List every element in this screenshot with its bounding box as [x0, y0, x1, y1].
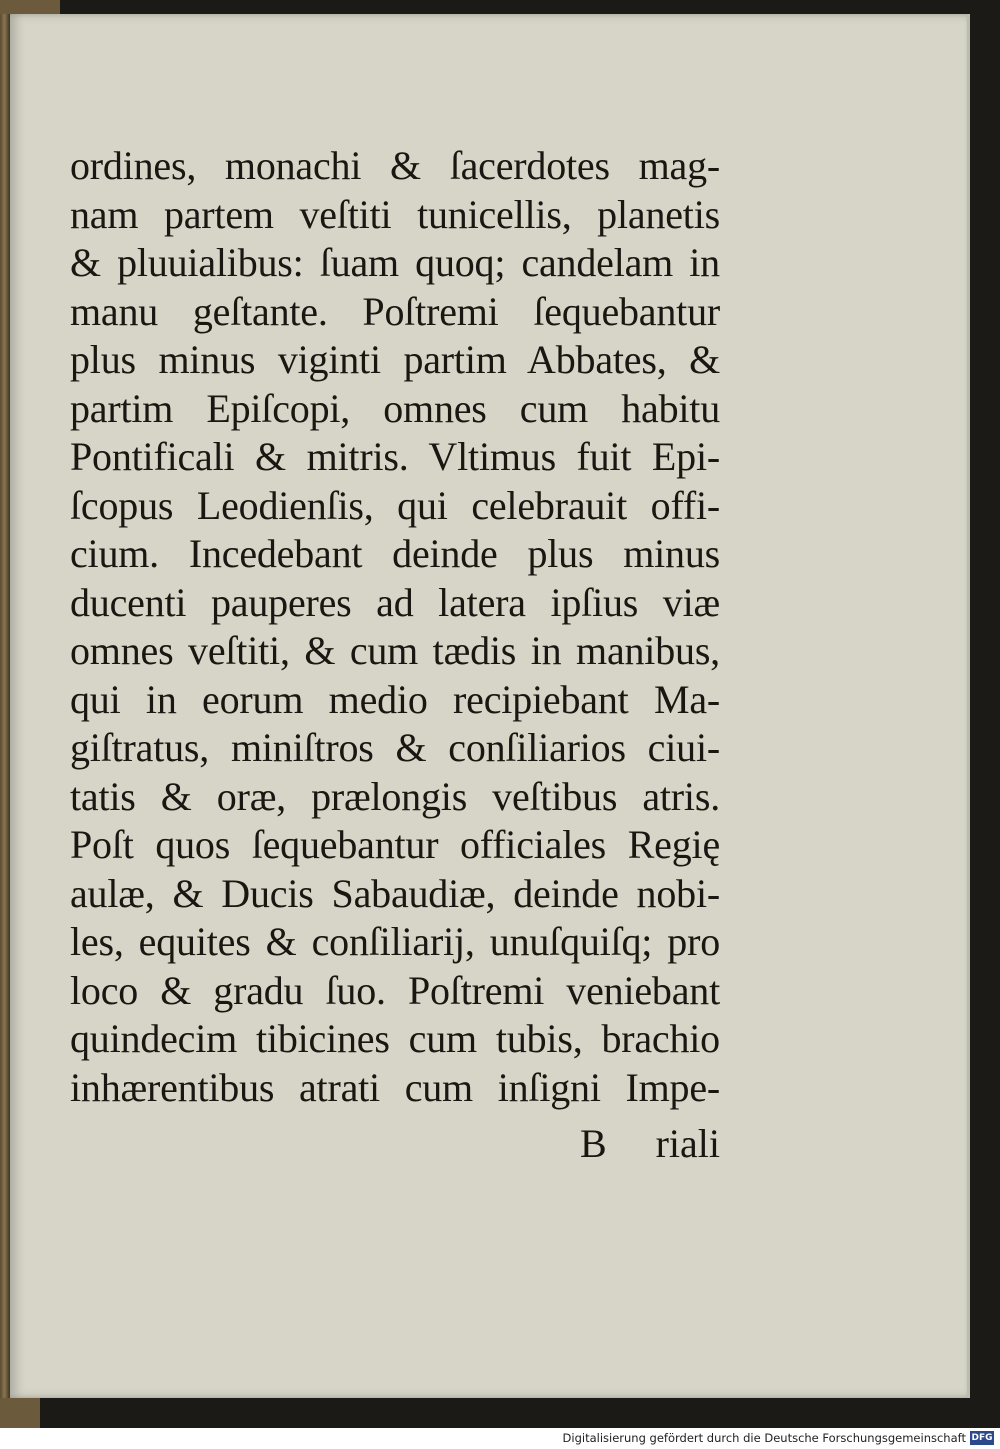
footer-bar: [0, 1428, 1000, 1449]
catchline: [570, 1120, 720, 1170]
text-line: ducenti pauperes ad latera ipſius viæ: [70, 579, 720, 625]
text-line: loco & gradu ſuo. Poſtremi veniebant: [70, 967, 720, 1013]
text-line: les, equites & conſiliarij, unuſquiſq; pro: [70, 919, 720, 964]
text-line: plus minus viginti partim Abbates, &: [70, 337, 720, 382]
binding-edge-top: [0, 0, 60, 14]
funding-credit: Digitalisierung gefördert durch die Deutsche Forschungsgemeinschaft: [562, 1431, 966, 1445]
text-line: quindecim tibicines cum tubis, brachio: [70, 1016, 720, 1061]
text-line: Poſt quos ſequebantur officiales Regię: [70, 822, 720, 867]
text-line: qui in eorum medio recipiebant Ma-: [70, 676, 720, 722]
catchword: riali: [655, 1121, 720, 1166]
text-line: ſcopus Leodienſis, qui celebrauit offi-: [70, 482, 720, 528]
text-line: cium. Incedebant deinde plus minus: [70, 531, 720, 576]
page-edge: [967, 14, 970, 1398]
text-line: partim Epiſcopi, omnes cum habitu: [70, 385, 720, 431]
book-spine: [0, 0, 10, 1428]
body-text: [70, 142, 720, 1112]
text-line: ordines, monachi & ſacerdotes mag-: [70, 143, 720, 188]
book-page: [10, 14, 970, 1398]
text-line: aulæ, & Ducis Sabaudiæ, deinde nobi-: [70, 870, 720, 916]
text-line: tatis & oræ, prælongis veſtibus atris.: [70, 773, 720, 819]
text-line: manu geſtante. Poſtremi ſequebantur: [70, 288, 720, 334]
signature-mark: B: [580, 1121, 607, 1166]
text-line: inhærentibus atrati cum inſigni Impe-: [70, 1064, 720, 1110]
text-line: omnes veſtiti, & cum tædis in manibus,: [70, 628, 720, 673]
binding-edge-bottom: [0, 1398, 40, 1428]
text-line: nam partem veſtiti tunicellis, planetis: [70, 191, 720, 237]
text-line: & pluuialibus: ſuam quoq; candelam in: [70, 240, 720, 285]
text-line: Pontificali & mitris. Vltimus fuit Epi-: [70, 434, 720, 479]
dfg-logo-icon: DFG: [971, 1433, 993, 1443]
text-line: giſtratus, miniſtros & conſiliarios ciui-: [70, 725, 720, 770]
